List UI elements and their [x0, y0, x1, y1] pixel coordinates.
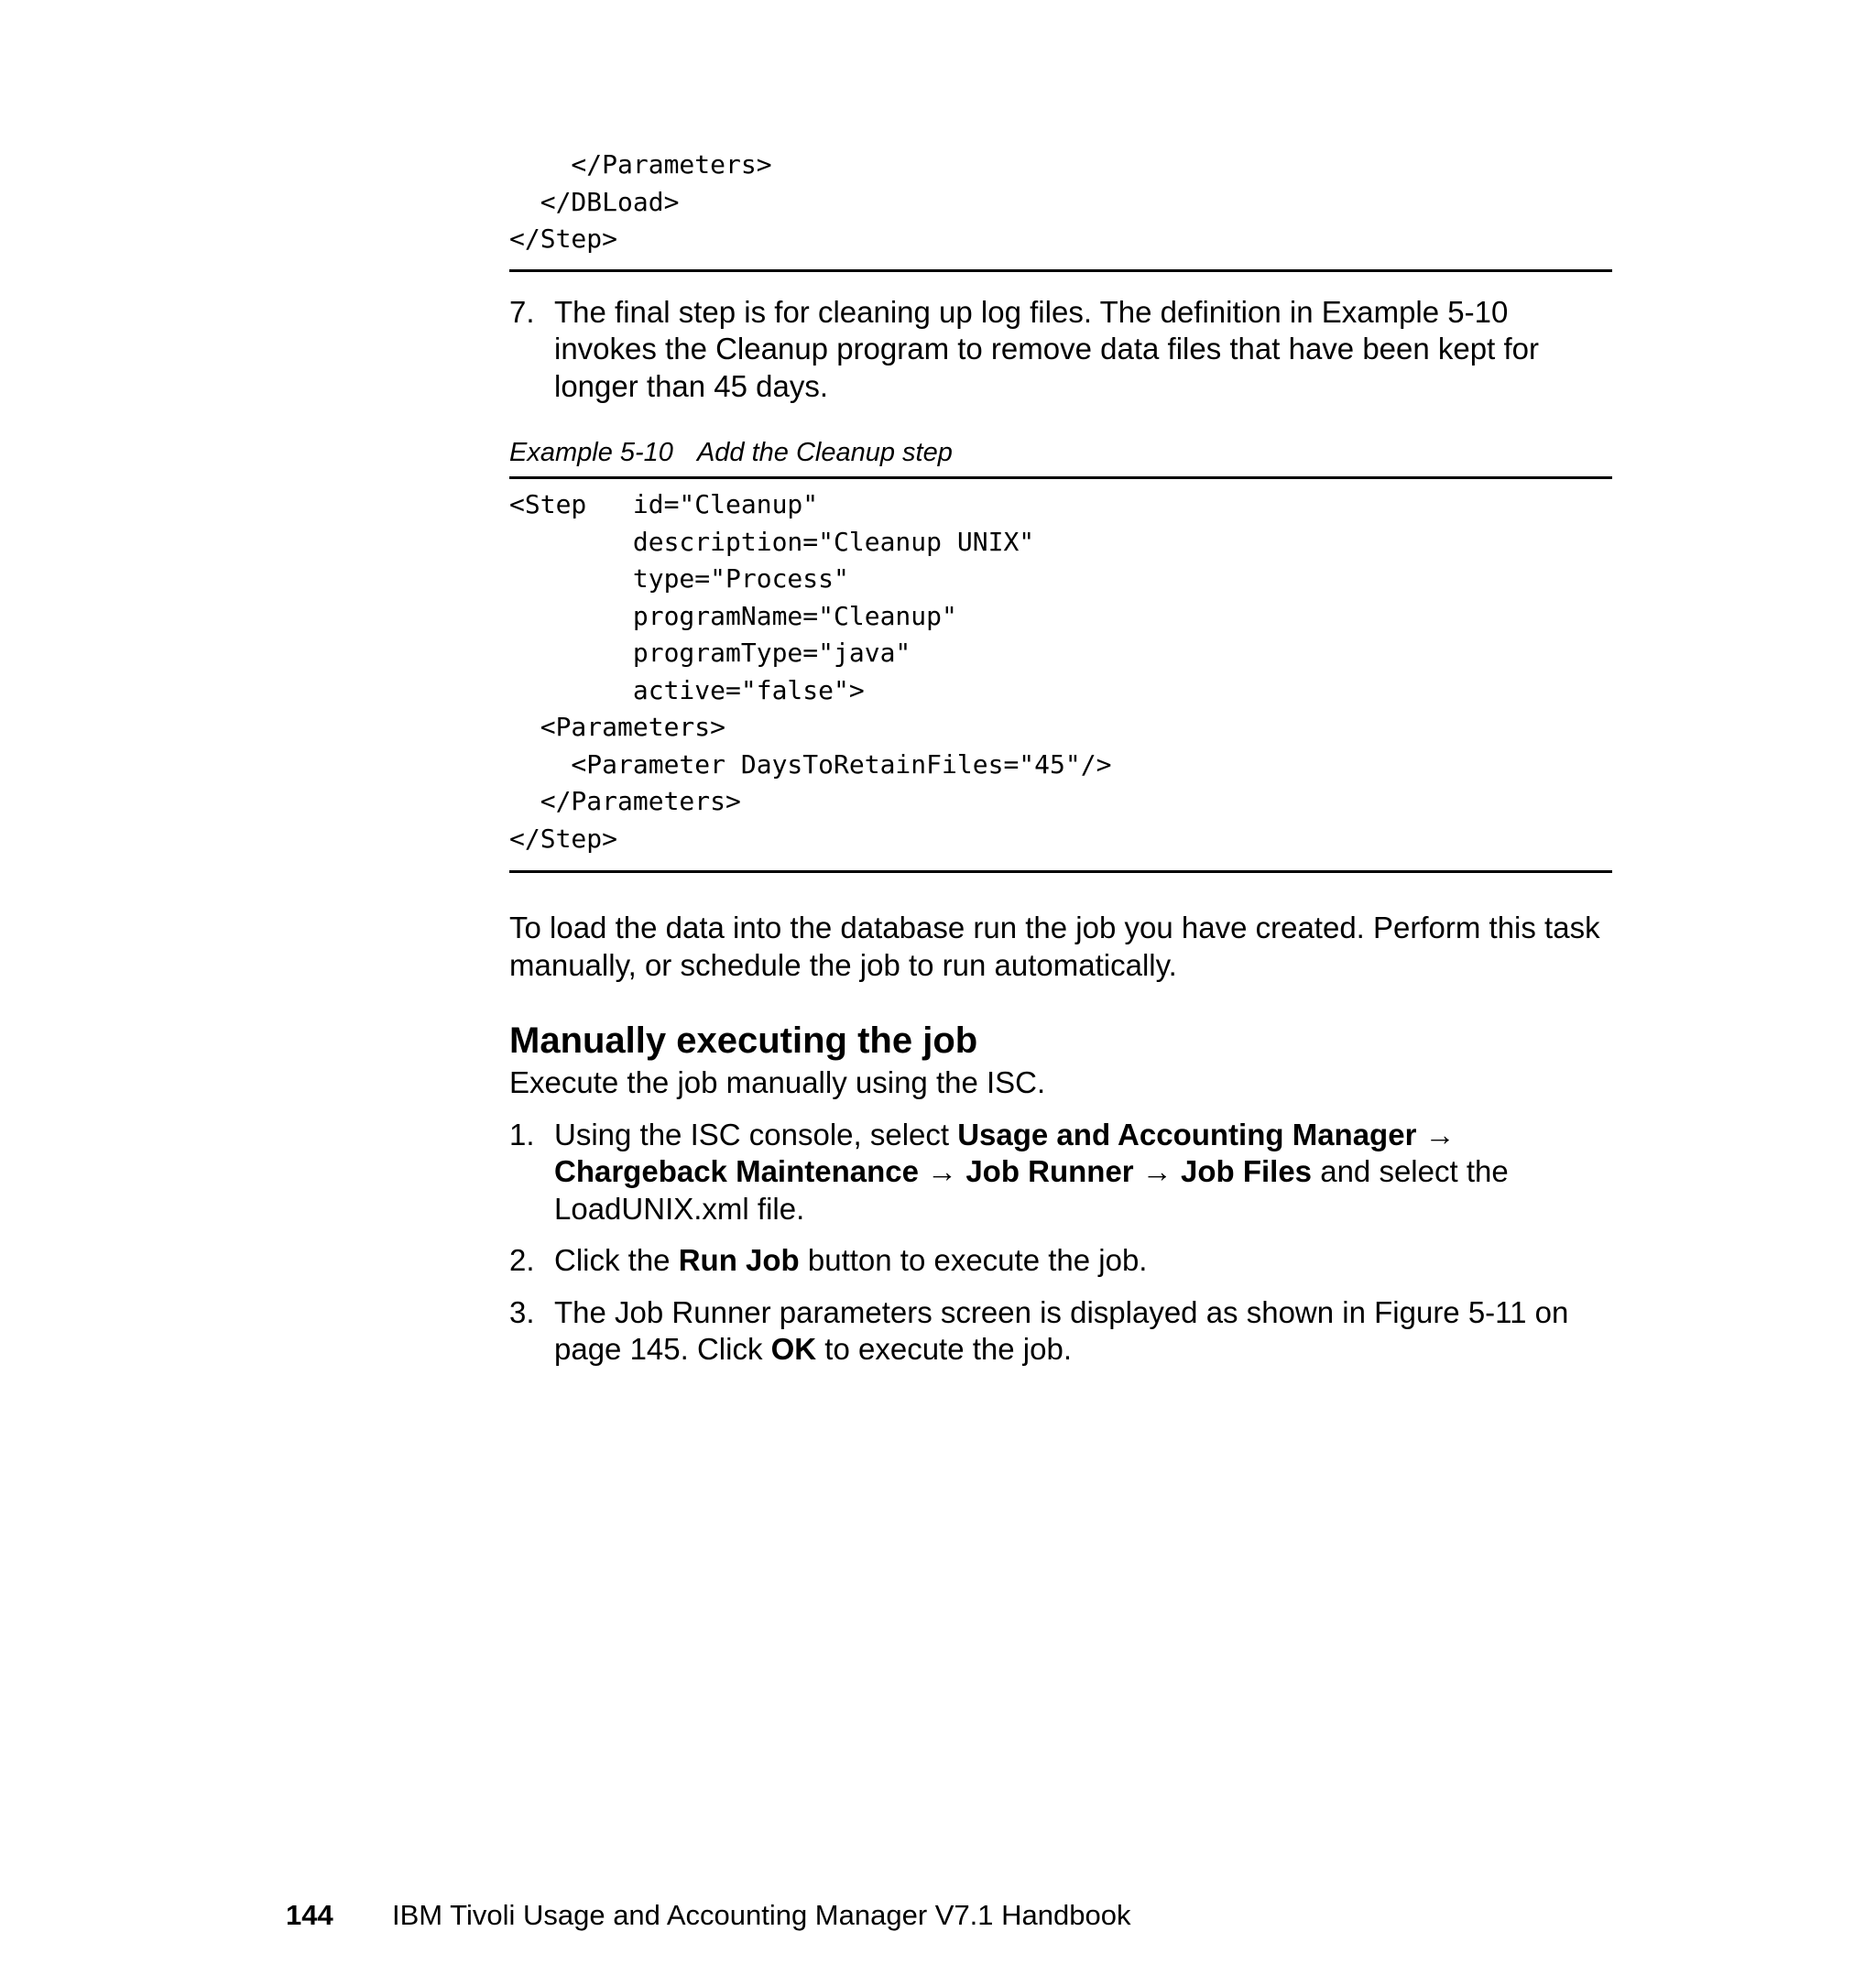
arrow-icon: →	[1416, 1117, 1456, 1151]
step-text: and select the LoadUNIX.xml file.	[554, 1154, 1509, 1226]
step-number: 2.	[509, 1243, 535, 1277]
step-text: Using the ISC console, select	[554, 1117, 958, 1151]
button-reference: Run Job	[678, 1243, 800, 1277]
example-title: Add the Cleanup step	[696, 438, 953, 467]
section-heading: Manually executing the job	[509, 1020, 978, 1061]
button-reference: OK	[770, 1332, 817, 1366]
code-line: </Step>	[509, 224, 618, 254]
step-text: to execute the job.	[816, 1332, 1072, 1366]
section-lead: Execute the job manually using the ISC.	[509, 1065, 1046, 1099]
step-number: 7.	[509, 294, 535, 329]
step-text: Click the	[554, 1243, 679, 1277]
menu-path-item: Chargeback Maintenance	[554, 1154, 919, 1188]
step-3	[509, 1294, 1612, 1369]
example-label: Example 5-10	[509, 438, 673, 467]
step-1	[509, 1117, 1612, 1228]
code-top-rule	[509, 476, 1612, 479]
book-title: IBM Tivoli Usage and Accounting Manager V7.1 Handbook	[392, 1899, 1131, 1931]
page-content	[509, 147, 1612, 1369]
page-footer	[286, 1898, 1130, 1933]
menu-path-item: Job Files	[1181, 1154, 1313, 1188]
step-text: The final step is for cleaning up log files. The definition in Example 5-10 invokes the Cleanup program to remove data files that have been kept for longer than 45 days.	[554, 294, 1539, 403]
code-line: </Parameters>	[509, 149, 772, 180]
menu-path-item: Usage and Accounting Manager	[957, 1117, 1417, 1151]
step-number: 1.	[509, 1117, 535, 1151]
step-text: The Job Runner parameters screen is displayed as shown in Figure 5-11 on page 145. Click	[554, 1294, 1569, 1366]
code-block-cleanup: <Step id="Cleanup" description="Cleanup UNIX" type="Process" programName="Cleanup" programType="java" active="false"> <Parameters> <Parameter DaysToRetainFiles="45"/> </Parameters> </Step>	[509, 489, 1112, 854]
step-text: button to execute the job.	[799, 1243, 1148, 1277]
page-number: 144	[286, 1899, 333, 1931]
code-bottom-rule	[509, 870, 1612, 873]
step-2	[509, 1242, 1612, 1280]
code-line: </DBLoad>	[509, 186, 680, 217]
menu-path-item: Job Runner	[965, 1154, 1134, 1188]
arrow-icon: →	[918, 1154, 966, 1188]
example-caption	[509, 436, 1612, 469]
code-bottom-rule	[509, 269, 1612, 272]
intro-paragraph: To load the data into the database run the job you have created. Perform this task manually, or schedule the job to run automatically.	[509, 911, 1600, 982]
step-7	[509, 294, 1612, 406]
code-block-top	[509, 147, 1612, 258]
arrow-icon: →	[1133, 1154, 1181, 1188]
step-number: 3.	[509, 1294, 535, 1329]
